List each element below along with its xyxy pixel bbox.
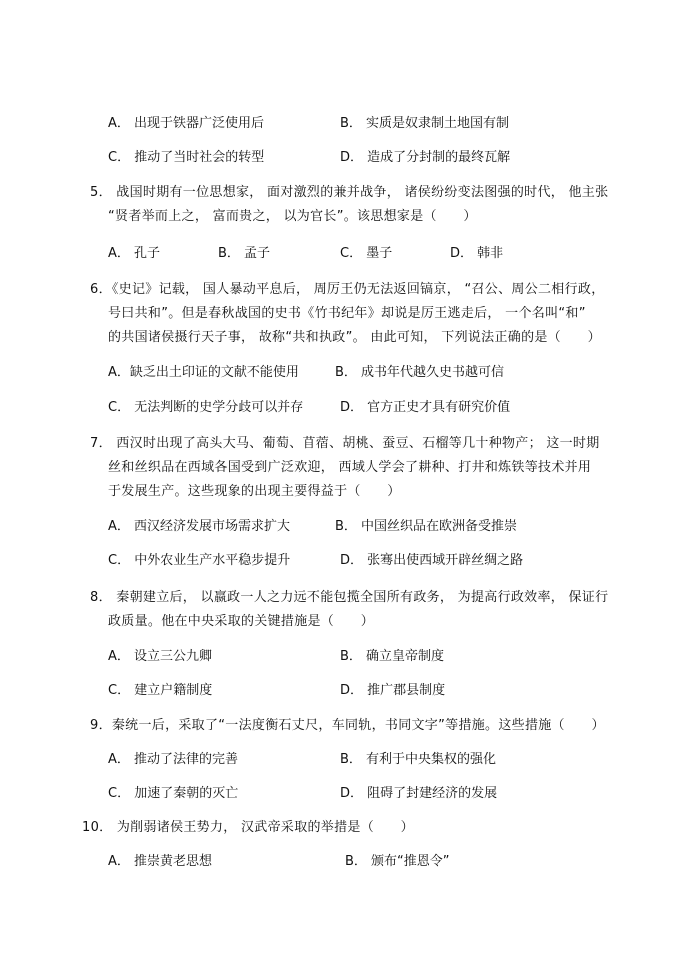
q6-option-d: D． 官方正史才具有研究价值 bbox=[340, 400, 511, 415]
q7-stem-line1: 7． 西汉时出现了高头大马、葡萄、苜蓿、胡桃、蚕豆、石榴等几十种物产； 这一时期 bbox=[90, 436, 600, 451]
q7-option-b: B． 中国丝织品在欧洲备受推崇 bbox=[335, 519, 518, 534]
q5-option-d: D． 韩非 bbox=[450, 246, 504, 261]
q7-option-c: C． 中外农业生产水平稳步提升 bbox=[108, 553, 291, 568]
q4-option-c: C． 推动了当时社会的转型 bbox=[108, 150, 265, 165]
q7-stem-line2: 丝和丝织品在西域各国受到广泛欢迎， 西域人学会了耕种、打井和炼铁等技术并用 bbox=[108, 460, 592, 475]
q5-option-c: C． 墨子 bbox=[340, 246, 393, 261]
q5-option-a: A． 孔子 bbox=[108, 246, 161, 261]
q7-option-a: A． 西汉经济发展市场需求扩大 bbox=[108, 519, 291, 534]
q9-option-a: A． 推动了法律的完善 bbox=[108, 752, 239, 767]
q6-option-a: A．缺乏出土印证的文献不能使用 bbox=[108, 365, 299, 380]
q6-stem-line2: 号曰共和”。但是春秋战国的史书《竹书纪年》却说是厉王逃走后， 一个名叫“和” bbox=[108, 306, 586, 321]
q7-stem-line3: 于发展生产。这些现象的出现主要得益于（ ） bbox=[108, 484, 401, 499]
q9-option-b: B． 有利于中央集权的强化 bbox=[340, 752, 497, 767]
q9-option-c: C． 加速了秦朝的灭亡 bbox=[108, 786, 239, 801]
q4-option-a: A． 出现于铁器广泛使用后 bbox=[108, 116, 265, 131]
q6-stem-line1: 6．《史记》记载， 国人暴动平息后， 周厉王仍无法返回镐京， “召公、周公二相行政， bbox=[90, 282, 605, 297]
q8-stem-line2: 政质量。他在中央采取的关键措施是（ ） bbox=[108, 614, 375, 629]
q10-option-b: B． 颁布“推恩令” bbox=[345, 854, 450, 869]
q6-stem-line3: 的共国诸侯摄行天子事， 故称“共和执政”。 由此可知， 下列说法正确的是（ ） bbox=[108, 330, 601, 345]
q9-option-d: D． 阻碍了封建经济的发展 bbox=[340, 786, 498, 801]
q4-option-d: D． 造成了分封制的最终瓦解 bbox=[340, 150, 511, 165]
q4-option-b: B． 实质是奴隶制土地国有制 bbox=[340, 116, 510, 131]
q8-option-a: A． 设立三公九卿 bbox=[108, 649, 213, 664]
q8-option-b: B． 确立皇帝制度 bbox=[340, 649, 445, 664]
q10-option-a: A． 推崇黄老思想 bbox=[108, 854, 213, 869]
q6-option-c: C． 无法判断的史学分歧可以并存 bbox=[108, 400, 304, 415]
q5-option-b: B． 孟子 bbox=[218, 246, 271, 261]
q5-stem-line2: “贤者举而上之， 富而贵之， 以为官长”。该思想家是（ ） bbox=[108, 209, 477, 224]
q10-stem-line1: 10． 为削弱诸侯王势力， 汉武帝采取的举措是（ ） bbox=[82, 820, 414, 835]
q9-stem-line1: 9．秦统一后，采取了“一法度衡石丈尺，车同轨，书同文字”等措施。这些措施（ ） bbox=[90, 718, 605, 733]
q5-stem-line1: 5． 战国时期有一位思想家， 面对激烈的兼并战争， 诸侯纷纷变法图强的时代， 他主张 bbox=[90, 185, 609, 200]
q6-option-b: B． 成书年代越久史书越可信 bbox=[335, 365, 505, 380]
q8-stem-line1: 8． 秦朝建立后， 以嬴政一人之力远不能包揽全国所有政务， 为提高行政效率， 保证行 bbox=[90, 590, 609, 605]
q8-option-c: C． 建立户籍制度 bbox=[108, 683, 213, 698]
q7-option-d: D． 张骞出使西域开辟丝绸之路 bbox=[340, 553, 524, 568]
q8-option-d: D． 推广郡县制度 bbox=[340, 683, 446, 698]
